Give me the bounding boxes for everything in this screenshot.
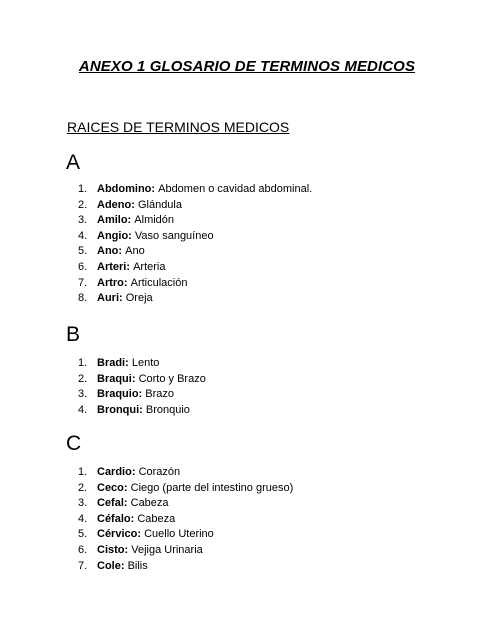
term-root: Céfalo:: [97, 512, 135, 525]
list-item-number: 8.: [78, 292, 88, 305]
term-root: Abdomino:: [97, 183, 156, 195]
term-meaning: Oreja: [125, 292, 153, 305]
term-meaning: Bilis: [127, 559, 148, 572]
term-root: Braqui:: [97, 372, 136, 385]
term-meaning: Arteria: [133, 260, 166, 273]
list-item-number: 2.: [78, 198, 88, 211]
list-item: [78, 465, 293, 481]
section-heading: RAICES DE TERMINOS MEDICOS: [67, 119, 290, 135]
list-item: [78, 260, 312, 276]
term-root: Cole:: [97, 559, 125, 572]
list-item-number: 7.: [78, 559, 88, 572]
term-root: Ceco:: [97, 481, 128, 494]
letter-heading-c: C: [66, 432, 82, 455]
term-list-b: [78, 356, 206, 418]
term-meaning: Ciego (parte del intestino grueso): [130, 481, 294, 494]
list-item: [78, 276, 312, 292]
list-item: [78, 403, 206, 419]
term-root: Auri:: [97, 292, 123, 305]
term-root: Adeno:: [97, 198, 135, 211]
list-item: [78, 244, 312, 260]
list-item-number: 6.: [78, 543, 88, 556]
term-meaning: Vejiga Urinaria: [131, 543, 203, 556]
list-item: [78, 387, 206, 403]
list-item: [78, 356, 206, 372]
term-root: Cérvico:: [97, 528, 142, 541]
term-root: Braquio:: [97, 388, 143, 401]
term-meaning: Vaso sanguíneo: [134, 229, 214, 242]
term-meaning: Corazón: [138, 466, 181, 478]
list-item: [78, 496, 293, 512]
list-item-number: 5.: [78, 528, 88, 541]
list-item: [78, 543, 293, 559]
list-item: [78, 182, 312, 198]
list-item-number: 2.: [78, 481, 88, 494]
term-meaning: Lento: [131, 357, 160, 369]
letter-heading-b: B: [66, 323, 81, 346]
term-meaning: Glándula: [137, 198, 182, 211]
list-item: [78, 527, 293, 543]
list-item-number: 2.: [78, 372, 88, 385]
list-item-number: 1.: [78, 466, 88, 478]
list-item-number: 6.: [78, 260, 88, 273]
term-root: Cardio:: [97, 466, 136, 478]
list-item-number: 1.: [78, 357, 88, 369]
term-root: Bronqui:: [97, 403, 143, 416]
list-item: [78, 559, 293, 575]
term-meaning: Brazo: [145, 388, 175, 401]
term-meaning: Abdomen o cavidad abdominal.: [158, 183, 313, 195]
list-item: [78, 291, 312, 307]
term-list-a: [78, 182, 312, 307]
list-item-number: 4.: [78, 229, 88, 242]
list-item-number: 3.: [78, 497, 88, 510]
list-item-number: 4.: [78, 403, 88, 416]
term-meaning: Cuello Uterino: [144, 528, 214, 541]
term-meaning: Ano: [125, 245, 145, 258]
term-list-c: [78, 465, 293, 574]
term-meaning: Articulación: [130, 276, 188, 289]
list-item-number: 7.: [78, 276, 88, 289]
term-root: Angio:: [97, 229, 132, 242]
term-meaning: Bronquio: [145, 403, 190, 416]
term-meaning: Cabeza: [130, 497, 169, 510]
list-item: [78, 512, 293, 528]
list-item: [78, 229, 312, 245]
list-item-number: 4.: [78, 512, 88, 525]
term-meaning: Corto y Brazo: [138, 372, 206, 385]
list-item: [78, 198, 312, 214]
term-root: Arteri:: [97, 260, 131, 273]
list-item-number: 3.: [78, 388, 88, 401]
list-item: [78, 481, 293, 497]
list-item-number: 1.: [78, 183, 88, 195]
term-root: Amilo:: [97, 214, 132, 227]
letter-heading-a: A: [66, 151, 81, 174]
term-root: Cefal:: [97, 497, 128, 510]
document-title: ANEXO 1 GLOSARIO DE TERMINOS MEDICOS: [78, 58, 416, 75]
term-root: Bradi:: [97, 357, 129, 369]
term-meaning: Almidón: [134, 214, 175, 227]
term-root: Cisto:: [97, 543, 129, 556]
term-root: Ano:: [97, 245, 123, 258]
list-item-number: 3.: [78, 214, 88, 227]
list-item-number: 5.: [78, 245, 88, 258]
term-meaning: Cabeza: [137, 512, 176, 525]
list-item: [78, 372, 206, 388]
term-root: Artro:: [97, 276, 128, 289]
list-item: [78, 213, 312, 229]
